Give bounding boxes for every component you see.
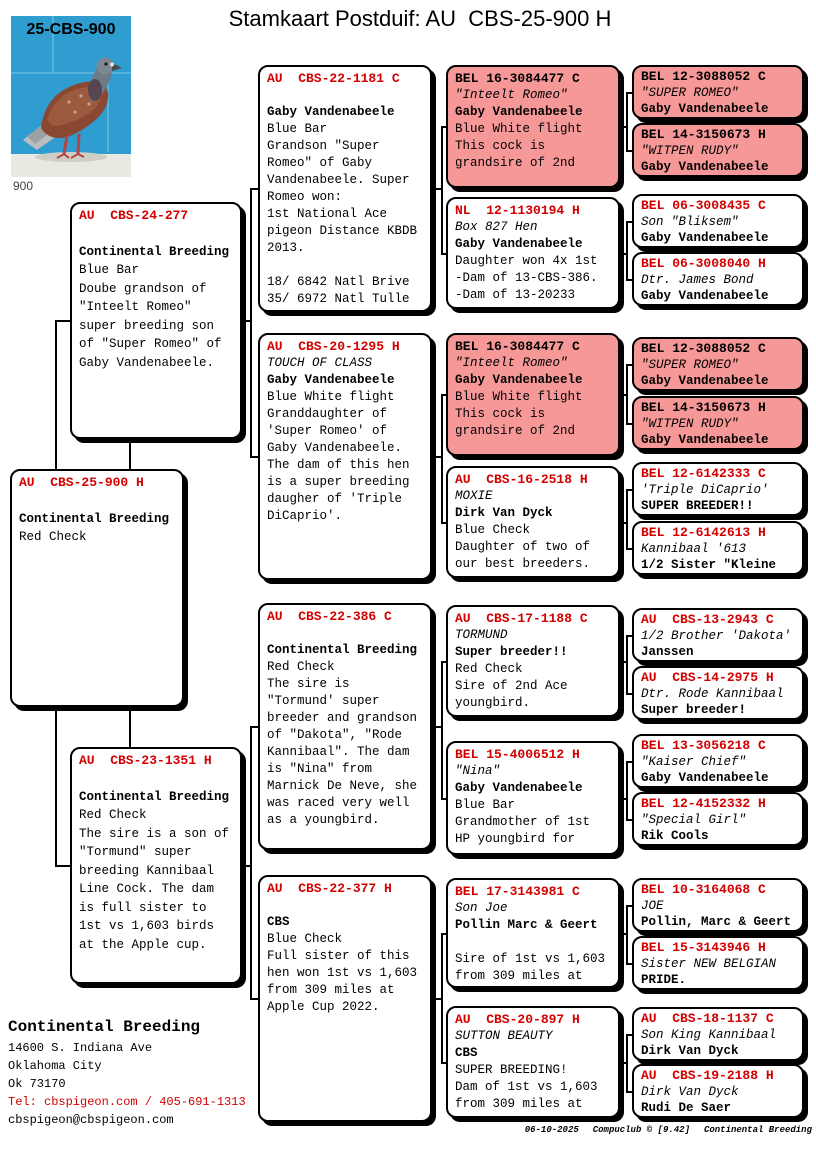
pedigree-text-line: Super breeder! xyxy=(641,703,747,717)
pedigree-text-line: youngbird. xyxy=(455,696,531,710)
ring-number: NL 12-1130194 H xyxy=(455,203,580,218)
pedigree-text-line: Dtr. James Bond xyxy=(641,273,754,287)
pedigree-text-line: TORMUND xyxy=(455,628,508,642)
pedigree-text-line: from 309 miles at xyxy=(455,1097,583,1111)
pedigree-text-line: 'Triple DiCaprio' xyxy=(641,483,769,497)
connector-line xyxy=(432,188,443,190)
pedigree-text-line: Daughter of two of xyxy=(455,540,591,554)
pedigree-text-line: HP youngbird for xyxy=(455,832,576,846)
ring-number: AU CBS-23-1351 H xyxy=(79,753,212,768)
pedigree-box-g44 xyxy=(446,466,620,578)
pedigree-text-line: Rudi De Saer xyxy=(641,1101,732,1115)
footer-date: 06-10-2025 xyxy=(524,1125,579,1135)
pedigree-text-line xyxy=(79,769,233,788)
photo-ring-label: 25-CBS-900 xyxy=(26,21,116,38)
pedigree-text-line: is "Nina" from xyxy=(267,762,373,776)
pigeon-illustration xyxy=(11,16,131,177)
pedigree-text-line: Pollin, Marc & Geert xyxy=(641,915,792,929)
pedigree-text-line: SUPER BREEDING! xyxy=(455,1063,568,1077)
pedigree-box-g511 xyxy=(632,734,804,788)
pedigree-text-line: from 309 miles at xyxy=(267,983,395,997)
pedigree-text-line: Dirk Van Dyck xyxy=(641,1085,739,1099)
pedigree-text-line: is a super breeding xyxy=(267,475,410,489)
ring-number: AU CBS-19-2188 H xyxy=(641,1068,774,1083)
pedigree-box-g514 xyxy=(632,936,804,990)
connector-line xyxy=(441,394,443,522)
pedigree-box-g54 xyxy=(632,252,804,306)
pedigree-text-line: "Special Girl" xyxy=(641,813,747,827)
connector-line xyxy=(626,92,628,150)
pedigree-text-line: CBS xyxy=(267,915,290,929)
ring-number: AU CBS-22-1181 C xyxy=(267,71,400,86)
pedigree-text-line: 18/ 6842 Natl Brive xyxy=(267,275,410,289)
pedigree-text-line: Gaby Vandenabeele xyxy=(641,771,769,785)
page-title: Stamkaart Postduif: AU CBS-25-900 H xyxy=(228,6,612,31)
pedigree-text-line: TOUCH OF CLASS xyxy=(267,356,373,370)
pedigree-text-line: "WITPEN RUDY" xyxy=(641,417,739,431)
pedigree-text-line: Continental Breeding xyxy=(79,789,230,804)
pedigree-text-line: "SUPER ROMEO" xyxy=(641,358,739,372)
pedigree-text-line: The sire is xyxy=(267,677,350,691)
ring-number: BEL 17-3143981 C xyxy=(455,884,580,899)
connector-line xyxy=(626,221,628,279)
pedigree-box-g45 xyxy=(446,605,620,717)
footer-brand: Continental Breeding xyxy=(703,1125,812,1135)
pedigree-text-line: Dtr. Rode Kannibaal xyxy=(641,687,784,701)
pedigree-text-line: The sire is a son of xyxy=(79,826,230,841)
pedigree-text-line: Sister NEW BELGIAN xyxy=(641,957,777,971)
pedigree-text-line xyxy=(455,934,611,951)
ring-number: AU CBS-13-2943 C xyxy=(641,612,774,627)
connector-line xyxy=(129,439,131,469)
footer xyxy=(525,1125,812,1135)
pedigree-text-line: Romeo" of Gaby xyxy=(267,156,373,170)
pedigree-text-line: Gaby Vandenabeele xyxy=(455,781,583,795)
pedigree-text-line: Blue White flight xyxy=(455,390,583,404)
ring-number: BEL 15-3143946 H xyxy=(641,940,766,955)
pedigree-text-line: Gaby Vandenabeele xyxy=(455,237,583,251)
pedigree-text-line: of "Dakota", "Rode xyxy=(267,728,403,742)
ring-number: BEL 16-3084477 C xyxy=(455,339,580,354)
pedigree-text-line: was raced very well xyxy=(267,796,410,810)
pedigree-text-line: Son "Bliksem" xyxy=(641,215,739,229)
ring-number: BEL 12-6142333 C xyxy=(641,466,766,481)
pedigree-text-line: Gaby Vandenabeele xyxy=(455,105,583,119)
pedigree-text-line: Gaby Vandenabeele xyxy=(267,105,395,119)
pedigree-text-line: 1st National Ace xyxy=(267,207,388,221)
pedigree-text-line: CBS xyxy=(455,1046,478,1060)
pedigree-text-line: SUTTON BEAUTY xyxy=(455,1029,553,1043)
pedigree-box-g53 xyxy=(632,194,804,248)
pedigree-box-g33 xyxy=(258,603,432,850)
pedigree-box-g57 xyxy=(632,462,804,516)
connector-line xyxy=(242,865,252,867)
pedigree-box-g52 xyxy=(632,123,804,177)
pedigree-box-g59 xyxy=(632,608,804,662)
ring-number: AU CBS-16-2518 H xyxy=(455,472,588,487)
pedigree-text-line xyxy=(19,491,175,510)
ring-number: BEL 14-3150673 H xyxy=(641,400,766,415)
pedigree-text-line: Sire of 2nd Ace xyxy=(455,679,568,693)
pedigree-text-line: Dirk Van Dyck xyxy=(455,506,553,520)
pedigree-text-line: The dam of this hen xyxy=(267,458,410,472)
connector-line xyxy=(620,933,628,935)
pedigree-box-g510 xyxy=(632,666,804,720)
connector-line xyxy=(432,726,443,728)
ring-number: BEL 16-3084477 C xyxy=(455,71,580,86)
pedigree-text-line: grandsire of 2nd xyxy=(455,156,576,170)
ring-number: BEL 12-6142613 H xyxy=(641,525,766,540)
pedigree-box-g51 xyxy=(632,65,804,119)
pedigree-text-line xyxy=(267,897,423,914)
pedigree-text-line: 'Super Romeo' of xyxy=(267,424,388,438)
pedigree-text-line xyxy=(79,224,233,243)
pedigree-text-line: as a youngbird. xyxy=(267,813,380,827)
pedigree-text-line: Rik Cools xyxy=(641,829,709,843)
connector-line xyxy=(620,661,628,663)
pedigree-text-line: 1/2 Brother 'Dakota' xyxy=(641,629,792,643)
pedigree-text-line: "Nina" xyxy=(455,764,501,778)
pedigree-text-line: Pollin Marc & Geert xyxy=(455,918,598,932)
ring-number: AU CBS-17-1188 C xyxy=(455,611,588,626)
pedigree-text-line: This cock is xyxy=(455,139,546,153)
connector-line xyxy=(626,489,628,548)
ring-number: BEL 10-3164068 C xyxy=(641,882,766,897)
pedigree-box-g512 xyxy=(632,792,804,846)
connector-line xyxy=(626,761,628,819)
loft-phone: Tel: cbspigeon.com / 405-691-1313 xyxy=(8,1095,246,1109)
pedigree-box-g516 xyxy=(632,1064,804,1118)
pedigree-text-line: Red Check xyxy=(19,530,87,544)
loft-address-line: Oklahoma City xyxy=(8,1059,102,1073)
pedigree-text-line: Gaby Vandenabeele xyxy=(641,160,769,174)
loft-name: Continental Breeding xyxy=(8,1018,201,1036)
pedigree-text-line: Continental Breeding xyxy=(19,511,170,526)
pedigree-text-line: Gaby Vandenabeele xyxy=(641,231,769,245)
ring-number: BEL 13-3056218 C xyxy=(641,738,766,753)
pedigree-text-line: -Dam of 13-CBS-386. xyxy=(455,271,598,285)
ring-number: BEL 12-3088052 C xyxy=(641,69,766,84)
pedigree-text-line: Blue White flight xyxy=(455,122,583,136)
pedigree-text-line: hen won 1st vs 1,603 xyxy=(267,966,418,980)
pedigree-text-line: Box 827 Hen xyxy=(455,220,538,234)
pedigree-text-line: Red Check xyxy=(267,660,335,674)
pedigree-text-line: super breeding son xyxy=(79,318,215,333)
loft-email: cbspigeon@cbspigeon.com xyxy=(8,1113,174,1127)
pedigree-text-line: "Tormund" super xyxy=(79,845,192,859)
pedigree-text-line: "SUPER ROMEO" xyxy=(641,86,739,100)
pedigree-text-line: Full sister of this xyxy=(267,949,410,963)
pedigree-text-line: PRIDE. xyxy=(641,973,687,987)
pedigree-text-line: Kannibaal". The dam xyxy=(267,745,410,759)
footer-software: Compuclub © [9.42] xyxy=(592,1125,690,1135)
pedigree-text-line: Gaby Vandenabeele. xyxy=(79,355,215,370)
pedigree-text-line: Grandson "Super xyxy=(267,139,380,153)
pigeon-photo xyxy=(11,16,131,177)
pedigree-box-g58 xyxy=(632,521,804,575)
pedigree-text-line: Gaby Vandenabeele xyxy=(641,433,769,447)
pedigree-text-line: Marnick De Neve, she xyxy=(267,779,418,793)
pedigree-text-line: 35/ 6972 Natl Tulle xyxy=(267,292,410,306)
pedigree-text-line: Blue Bar xyxy=(79,263,140,277)
ring-number: AU CBS-25-900 H xyxy=(19,475,144,490)
pedigree-text-line: Super breeder!! xyxy=(455,645,568,659)
pedigree-box-g32 xyxy=(258,333,432,580)
connector-line xyxy=(242,320,252,322)
pedigree-text-line: Sire of 1st vs 1,603 xyxy=(455,952,606,966)
pedigree-text-line: Gaby Vandenabeele xyxy=(641,289,769,303)
pedigree-text-line: at the Apple cup. xyxy=(79,937,207,952)
pedigree-text-line: Blue Bar xyxy=(455,798,516,812)
connector-line xyxy=(620,798,628,800)
pedigree-text-line: Line Cock. The dam xyxy=(79,882,215,896)
ring-number: AU CBS-20-1295 H xyxy=(267,339,400,354)
pedigree-text-line: Doube grandson of xyxy=(79,281,207,296)
connector-line xyxy=(620,522,628,524)
ring-number: BEL 12-3088052 C xyxy=(641,341,766,356)
pedigree-text-line: Dirk Van Dyck xyxy=(641,1044,739,1058)
ring-number: BEL 15-4006512 H xyxy=(455,747,580,762)
pedigree-text-line: 1st vs 1,603 birds xyxy=(79,919,215,933)
ring-number: BEL 14-3150673 H xyxy=(641,127,766,142)
connector-line xyxy=(250,188,252,456)
pedigree-text-line: Blue Check xyxy=(267,932,343,946)
pedigree-box-g41 xyxy=(446,65,620,188)
pedigree-text-line: Romeo won: xyxy=(267,190,343,204)
pedigree-text-line: Gaby Vandenabeele. xyxy=(267,441,403,455)
loft-address-line: Ok 73170 xyxy=(8,1077,66,1091)
pedigree-text-line: Janssen xyxy=(641,645,694,659)
pedigree-text-line: Gaby Vandenabeele xyxy=(267,373,395,387)
pedigree-text-line: Grandmother of 1st xyxy=(455,815,591,829)
connector-line xyxy=(620,1062,628,1064)
pedigree-text-line: Granddaughter of xyxy=(267,407,388,421)
pedigree-text-line: Daughter won 4x 1st xyxy=(455,254,598,268)
pedigree-text-line: Continental Breeding xyxy=(267,643,418,657)
connector-line xyxy=(432,998,443,1000)
ring-number: BEL 12-4152332 H xyxy=(641,796,766,811)
connector-line xyxy=(626,635,628,693)
pedigree-box-g2d xyxy=(70,747,242,984)
pedigree-text-line: Gaby Vandenabeele xyxy=(641,374,769,388)
pedigree-text-line xyxy=(267,257,423,274)
pedigree-box-g31 xyxy=(258,65,432,312)
pedigree-box-g43 xyxy=(446,333,620,456)
pedigree-text-line: 2013. xyxy=(267,241,305,255)
connector-line xyxy=(620,126,628,128)
pedigree-text-line: our best breeders. xyxy=(455,557,591,571)
pedigree-box-g513 xyxy=(632,878,804,932)
pedigree-box-g2s xyxy=(70,202,242,439)
loft-contact-block xyxy=(8,1015,246,1129)
pedigree-text-line: "Inteelt Romeo" xyxy=(79,300,192,314)
connector-line xyxy=(620,394,628,396)
pedigree-text-line: Gaby Vandenabeele xyxy=(455,373,583,387)
pedigree-text-line: Dam of 1st vs 1,603 xyxy=(455,1080,598,1094)
ring-number: AU CBS-20-897 H xyxy=(455,1012,580,1027)
pedigree-box-g42 xyxy=(446,197,620,309)
pedigree-text-line: Blue Bar xyxy=(267,122,328,136)
pedigree-text-line: Blue Check xyxy=(455,523,531,537)
pedigree-text-line: "Tormund' super xyxy=(267,694,380,708)
loft-address-line: 14600 S. Indiana Ave xyxy=(8,1041,153,1055)
ring-number: AU CBS-14-2975 H xyxy=(641,670,774,685)
pedigree-box-g47 xyxy=(446,878,620,988)
connector-line xyxy=(432,456,443,458)
pedigree-box-g56 xyxy=(632,396,804,450)
pedigree-text-line: "WITPEN RUDY" xyxy=(641,144,739,158)
pedigree-text-line: daugher of 'Triple xyxy=(267,492,403,506)
pedigree-box-g515 xyxy=(632,1007,804,1061)
pedigree-text-line: Kannibaal '613 xyxy=(641,542,747,556)
pedigree-text-line: "Inteelt Romeo" xyxy=(455,356,568,370)
pedigree-text-line: of "Super Romeo" of xyxy=(79,337,222,351)
pedigree-text-line: Vandenabeele. Super xyxy=(267,173,410,187)
pedigree-text-line: DiCaprio'. xyxy=(267,509,343,523)
connector-line xyxy=(620,253,628,255)
pedigree-text-line: 1/2 Sister "Kleine xyxy=(641,558,777,572)
pedigree-text-line: Continental Breeding xyxy=(79,244,230,259)
pedigree-text-line: Red Check xyxy=(455,662,523,676)
ring-number: BEL 06-3008435 C xyxy=(641,198,766,213)
connector-line xyxy=(250,726,252,998)
ring-number: BEL 06-3008040 H xyxy=(641,256,766,271)
pedigree-text-line: -Dam of 13-20233 xyxy=(455,288,576,302)
pedigree-text-line: from 309 miles at xyxy=(455,969,583,983)
photo-caption: 900 xyxy=(13,179,34,193)
pedigree-text-line: breeding Kannibaal xyxy=(79,863,215,878)
pedigree-text-line: Son Joe xyxy=(455,901,508,915)
connector-line xyxy=(129,707,131,747)
ring-number: AU CBS-22-386 C xyxy=(267,609,392,624)
ring-number: AU CBS-18-1137 C xyxy=(641,1011,774,1026)
ring-number: AU CBS-24-277 xyxy=(79,208,189,223)
pedigree-box-g34 xyxy=(258,875,432,1122)
pedigree-text-line xyxy=(267,625,423,642)
pedigree-text-line: Apple Cup 2022. xyxy=(267,1000,380,1014)
pedigree-text-line: Son King Kannibaal xyxy=(641,1028,777,1042)
pedigree-text-line: breeder and grandson xyxy=(267,711,418,725)
ring-number: AU CBS-22-377 H xyxy=(267,881,392,896)
pedigree-text-line: Gaby Vandenabeele xyxy=(641,102,769,116)
pedigree-text-line: JOE xyxy=(641,899,664,913)
pedigree-box-g55 xyxy=(632,337,804,391)
pedigree-box-g46 xyxy=(446,741,620,855)
pedigree-text-line: pigeon Distance KBDB xyxy=(267,224,418,238)
pedigree-text-line xyxy=(267,87,423,104)
pedigree-text-line: grandsire of 2nd xyxy=(455,424,576,438)
pedigree-text-line: SUPER BREEDER!! xyxy=(641,499,754,513)
pedigree-box-g48 xyxy=(446,1006,620,1118)
connector-line xyxy=(441,661,443,798)
pedigree-box-g1 xyxy=(10,469,184,707)
pedigree-text-line: MOXIE xyxy=(455,489,493,503)
pedigree-text-line: is full sister to xyxy=(79,900,207,915)
pedigree-text-line: "Inteelt Romeo" xyxy=(455,88,568,102)
pedigree-text-line: Blue White flight xyxy=(267,390,395,404)
pedigree-text-line: Red Check xyxy=(79,808,147,822)
pedigree-text-line: This cock is xyxy=(455,407,546,421)
pedigree-text-line: "Kaiser Chief" xyxy=(641,755,747,769)
